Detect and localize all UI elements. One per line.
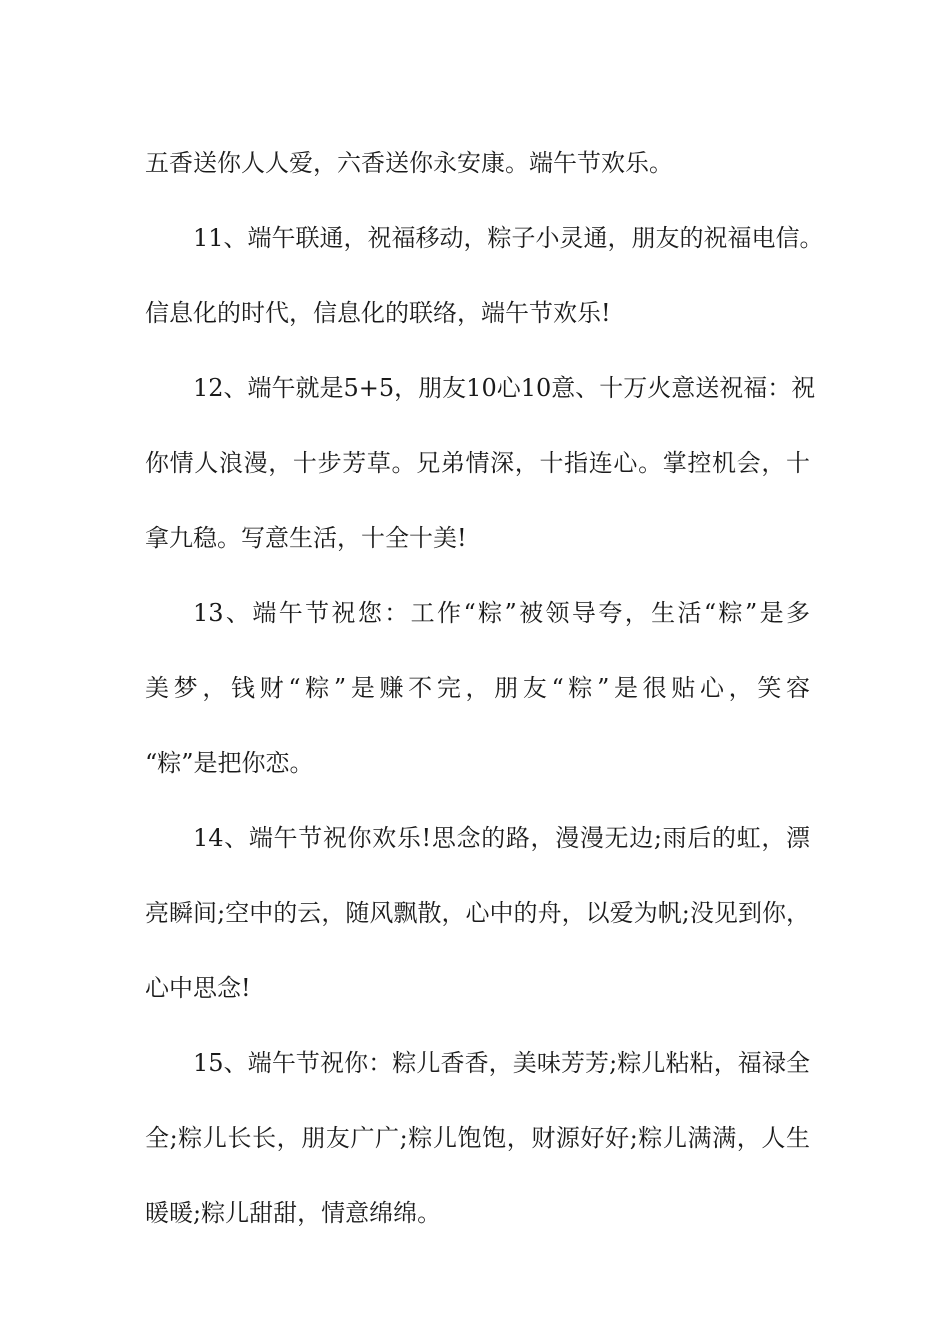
- text-line: 全;粽儿长长，朋友广广;粽儿饱饱，财源好好;粽儿满满，人生: [145, 1124, 810, 1152]
- text-line: 12、端午就是5+5，朋友10心10意、十万火意送祝福：祝: [193, 374, 816, 402]
- paragraph-11: [145, 201, 824, 351]
- paragraph-10-tail: [145, 126, 810, 201]
- text-line: “粽”是把你恋。: [145, 749, 314, 777]
- text-line: 11、端午联通，祝福移动，粽子小灵通，朋友的祝福电信。: [193, 224, 824, 252]
- text-line: 你情人浪漫，十步芳草。兄弟情深，十指连心。掌控机会，十: [145, 449, 810, 477]
- text-line: 14、端午节祝你欢乐!思念的路，漫漫无边;雨后的虹，漂: [193, 824, 810, 852]
- paragraph-15: [145, 1026, 810, 1251]
- paragraph-12: [145, 351, 816, 576]
- text-line: 15、端午节祝你：粽儿香香，美味芳芳;粽儿粘粘，福禄全: [193, 1049, 810, 1077]
- text-line: 13、端午节祝您：工作“粽”被领导夸，生活“粽”是多: [193, 599, 810, 627]
- text-line: 心中思念!: [145, 974, 251, 1002]
- text-line: 信息化的时代，信息化的联络，端午节欢乐!: [145, 299, 611, 327]
- text-line: 暖暖;粽儿甜甜，情意绵绵。: [145, 1199, 442, 1227]
- text-line: 美梦，钱财“粽”是赚不完，朋友“粽”是很贴心，笑容: [145, 674, 810, 702]
- text-line: 亮瞬间;空中的云，随风飘散，心中的舟，以爱为帆;没见到你，: [145, 899, 810, 927]
- text-line: 五香送你人人爱，六香送你永安康。端午节欢乐。: [145, 149, 673, 177]
- paragraph-13: [145, 576, 810, 801]
- text-line: 拿九稳。写意生活，十全十美!: [145, 524, 467, 552]
- paragraph-14: [145, 801, 810, 1026]
- document-body: [145, 126, 824, 1251]
